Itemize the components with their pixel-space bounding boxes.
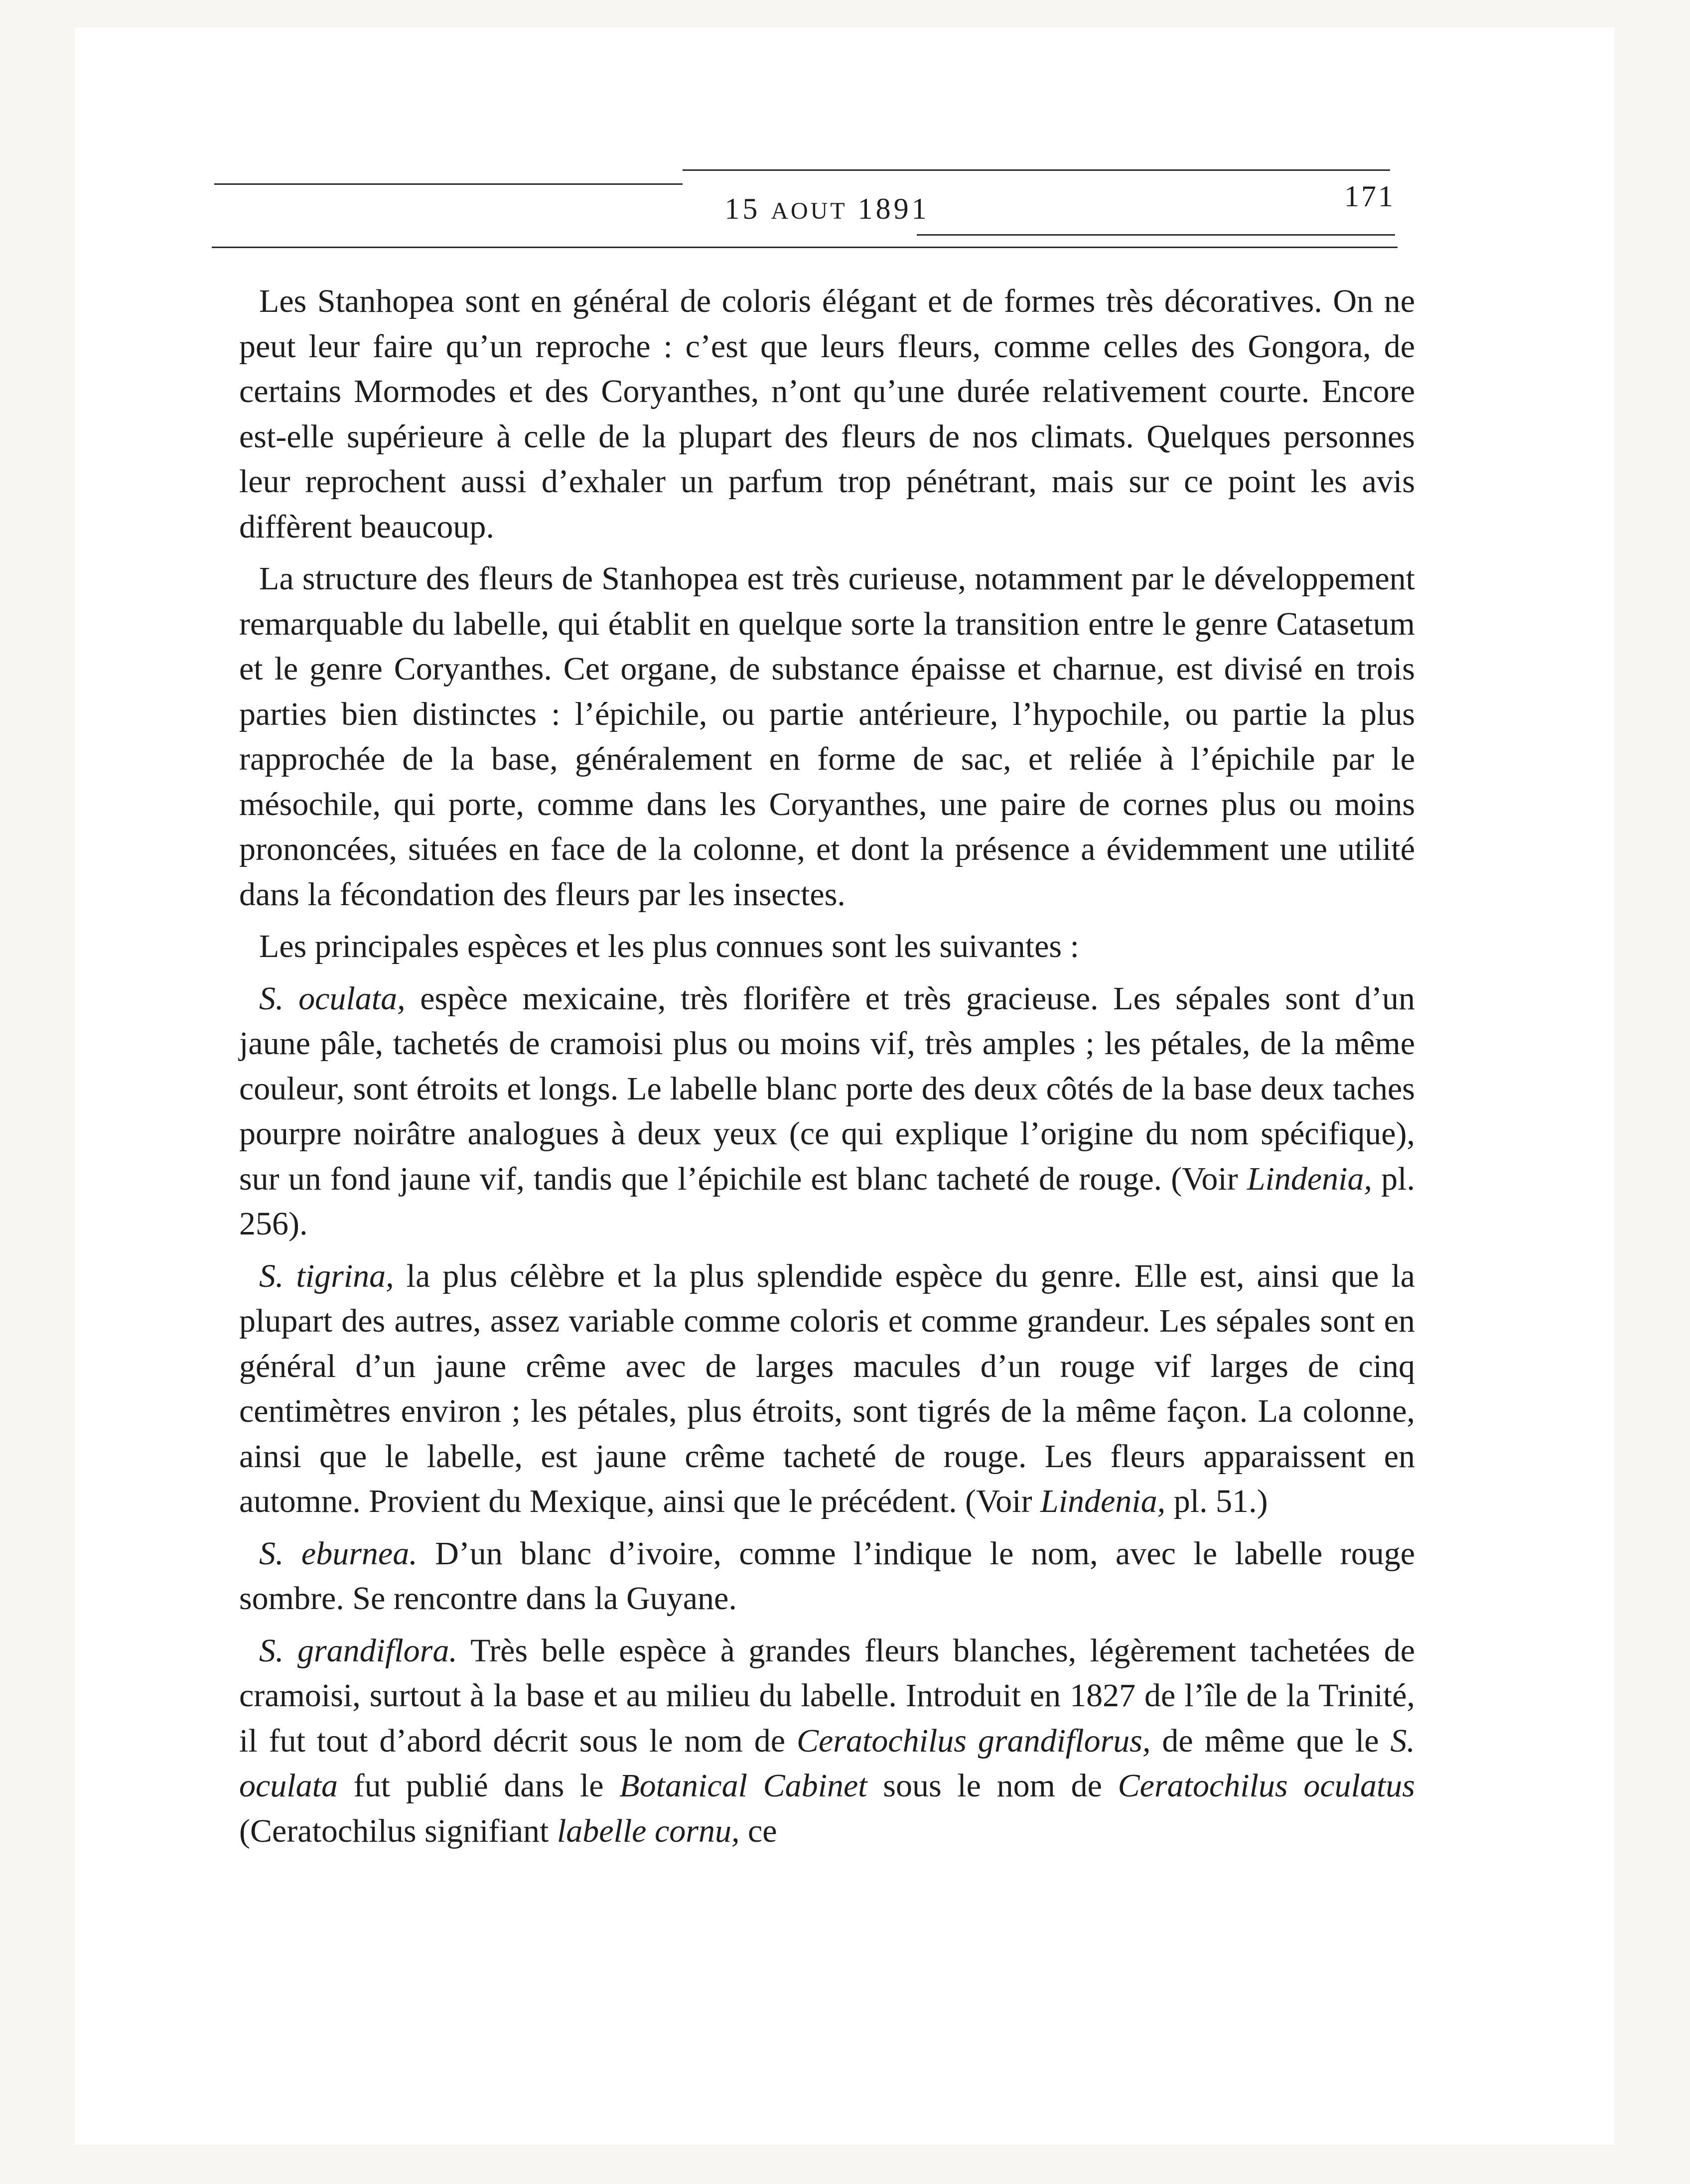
species-name: S. oculata: [239, 1722, 1415, 1804]
paragraph: [239, 279, 1415, 549]
header-rule-bottom: [212, 247, 1398, 248]
paragraph-text: la plus célèbre et la plus splendide espèce du genre. Elle est, ainsi que la plupart des autres, assez variable comme coloris et comme grandeur. Les sépales sont en général d’un jaune crême avec de larges macules d’un rouge vif larges de cinq centimètres environ ; les pétales, plus étroits, sont tigrés de la même façon. La colonne, ainsi que le labelle, est jaune crême tacheté de rouge. Les fleurs apparaissent en automne. Provient du Mexique, ainsi que le précédent. (Voir: [239, 1257, 1415, 1519]
running-header-date: [693, 192, 962, 226]
body-text: [239, 279, 1415, 1861]
paragraph-text: Très belle espèce à grandes fleurs blanches, légèrement tachetées de cramoisi, surtout à la base et au milieu du labelle. Introduit en 1827 de l’île de la Trinité, il fut tout d’abord décrit sous le nom de: [239, 1632, 1415, 1759]
header-day: 15: [724, 192, 761, 225]
paragraph-text: La structure des fleurs de Stanhopea est très curieuse, notamment par le développement remarquable du labelle, qui établit en quelque sorte la transition entre le genre Catasetum et le genre Coryanthes. Cet organe, de substance épaisse et charnue, est divisé en trois parties bien distinctes : l’épichile, ou partie antérieure, l’hypochile, ou partie la plus rapprochée de la base, généralement en forme de sac, et reliée à l’épichile par le mésochile, qui porte, comme dans les Coryanthes, une paire de cornes plus ou moins prononcées, situées en face de la colonne, et dont la présence a évidemment une utilité dans la fécondation des fleurs par les insectes.: [239, 560, 1415, 913]
translation-phrase: labelle cornu,: [557, 1812, 740, 1849]
species-entry-oculata: [239, 976, 1415, 1247]
paragraph-text: de même que le: [1150, 1722, 1391, 1759]
species-name: S. grandiflora.: [259, 1632, 457, 1669]
synonym-name: Ceratochilus grandiflorus,: [796, 1722, 1151, 1759]
header-month: AOUT: [771, 198, 847, 224]
paragraph-text: pl. 51.): [1165, 1483, 1268, 1519]
species-entry-eburnea: [239, 1531, 1415, 1622]
synonym-name: Ceratochilus oculatus: [1118, 1768, 1415, 1804]
species-name: S. oculata,: [259, 980, 406, 1017]
paragraph-text: Les principales espèces et les plus connues sont les suivantes :: [259, 928, 1079, 964]
page-number: 171: [1344, 180, 1395, 213]
species-entry-grandiflora: [239, 1629, 1415, 1854]
reference-title: Lindenia,: [1247, 1160, 1373, 1197]
paragraph-text: D’un blanc d’ivoire, comme l’indique le nom, avec le labelle rouge sombre. Se rencontre dans la Guyane.: [239, 1535, 1415, 1617]
reference-title: Botanical Cabinet: [619, 1768, 867, 1804]
paragraph-text: (Ceratochilus signifiant: [239, 1812, 557, 1849]
paragraph-text: fut publié dans le: [337, 1768, 620, 1804]
paragraph-text: espèce mexicaine, très florifère et très gracieuse. Les sépales sont d’un jaune pâle, tachetés de cramoisi plus ou moins vif, très amples ; les pétales, de la même couleur, sont étroits et longs. Le labelle blanc porte des deux côtés de la base deux taches pourpre noirâtre analogues à deux yeux (ce qui explique l’origine du nom spécifique), sur un fond jaune vif, tandis que l’épichile est blanc tacheté de rouge. (Voir: [239, 980, 1415, 1197]
paragraph: [239, 924, 1415, 969]
reference-title: Lindenia,: [1040, 1483, 1166, 1519]
species-entry-tigrina: [239, 1254, 1415, 1524]
paragraph: [239, 556, 1415, 917]
paragraph-text: sous le nom de: [867, 1768, 1118, 1804]
species-name: S. tigrina,: [259, 1257, 394, 1294]
header-rule-top-left: [214, 183, 683, 185]
paragraph-text: Les Stanhopea sont en général de coloris élégant et de formes très décoratives. On ne peut leur faire qu’un reproche : c’est que leurs fleurs, comme celles des Gongora, de certains Mormodes et des Coryanthes, n’ont qu’une durée relativement courte. Encore est-elle supérieure à celle de la plupart des fleurs de nos climats. Quelques personnes leur reprochent aussi d’exhaler un parfum trop pénétrant, mais sur ce point les avis diffèrent beaucoup.: [239, 283, 1415, 545]
species-name: S. eburnea.: [259, 1535, 418, 1572]
header-year: 1891: [857, 192, 930, 225]
paragraph-text: ce: [739, 1812, 777, 1849]
header-rule-mid: [917, 234, 1395, 236]
paragraph-text: pl. 256).: [239, 1160, 1415, 1242]
header-rule-top-right: [683, 169, 1390, 171]
